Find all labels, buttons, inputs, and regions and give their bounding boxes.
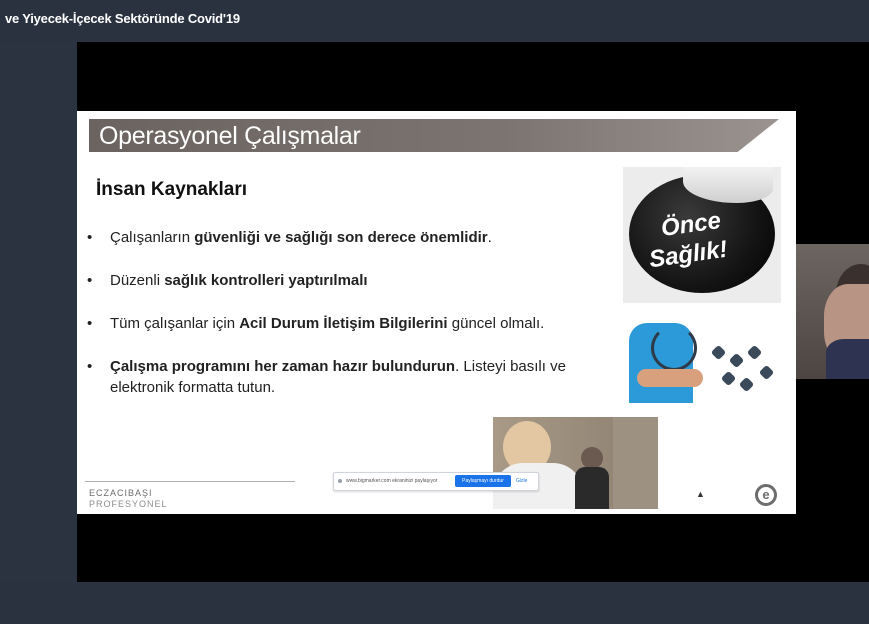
health-hexagon-icon <box>729 353 745 369</box>
section-heading: İnsan Kaynakları <box>96 179 248 200</box>
left-gutter <box>0 42 77 582</box>
doctor-arm <box>637 369 703 387</box>
bullet-text: güncel olmalı. <box>447 315 545 332</box>
sharing-indicator-icon <box>338 479 342 483</box>
share-message: www.bigmarker.com ekraninizi paylaşıyor <box>346 478 438 484</box>
brand-divider <box>85 481 295 482</box>
stethoscope-icon <box>651 325 697 371</box>
bullet-item <box>85 313 605 334</box>
bullet-text: . <box>487 229 492 246</box>
slide-title: Operasyonel Çalışmalar <box>99 122 361 150</box>
bullet-text: Tüm çalışanlar için <box>110 315 240 332</box>
presenter-video[interactable] <box>493 417 658 509</box>
bullet-item <box>85 356 605 398</box>
hide-button[interactable]: Gizle <box>516 478 528 484</box>
bullet-text: . Listeyi basılı ve elektronik formatta tutun. <box>110 358 566 396</box>
bullet-bold-text: Çalışma programını her zaman hazır bulundurun <box>110 358 456 375</box>
brand-subname: PROFESYONEL <box>89 499 168 509</box>
bullet-list <box>85 227 605 420</box>
screen-share-notification <box>333 472 539 491</box>
doctor-stethoscope-image <box>623 317 783 413</box>
health-hexagon-icon <box>739 377 755 393</box>
meeting-title: ve Yiyecek-İçecek Sektöründe Covid'19 <box>5 11 240 26</box>
bottom-gutter <box>0 582 869 624</box>
brand-name: ECZACIBAŞI <box>89 488 153 498</box>
sticker-text-line1: Önce <box>659 206 723 243</box>
health-hexagon-icon <box>747 345 763 361</box>
health-hexagon-icon <box>721 371 737 387</box>
eczacibasi-logo-icon: e <box>755 484 777 506</box>
bullet-bold-text: güvenliği ve sağlığı son derece önemlidir <box>194 229 488 246</box>
bullet-text: Düzenli <box>110 272 165 289</box>
participant-shirt <box>826 339 869 379</box>
health-hexagon-icon <box>711 345 727 361</box>
stop-sharing-button[interactable]: Paylaşmayı durdur <box>455 475 511 487</box>
bullet-text: Çalışanların <box>110 229 195 246</box>
sticker-text-line2: Sağlık! <box>647 235 730 274</box>
participant-video[interactable] <box>796 244 869 379</box>
mouse-cursor-icon: ▲ <box>696 489 705 499</box>
bullet-item <box>85 270 605 291</box>
once-saglik-sticker-image <box>623 167 781 303</box>
bullet-bold-text: sağlık kontrolleri yaptırılmalı <box>164 272 368 289</box>
presenter-video-wall <box>613 417 658 509</box>
bullet-item <box>85 227 605 248</box>
second-person-head <box>581 447 603 469</box>
health-hexagon-icon <box>759 365 775 381</box>
meeting-header <box>0 0 869 42</box>
presentation-slide <box>77 111 796 514</box>
second-person-body <box>575 467 609 509</box>
bullet-bold-text: Acil Durum İletişim Bilgilerini <box>239 315 448 332</box>
